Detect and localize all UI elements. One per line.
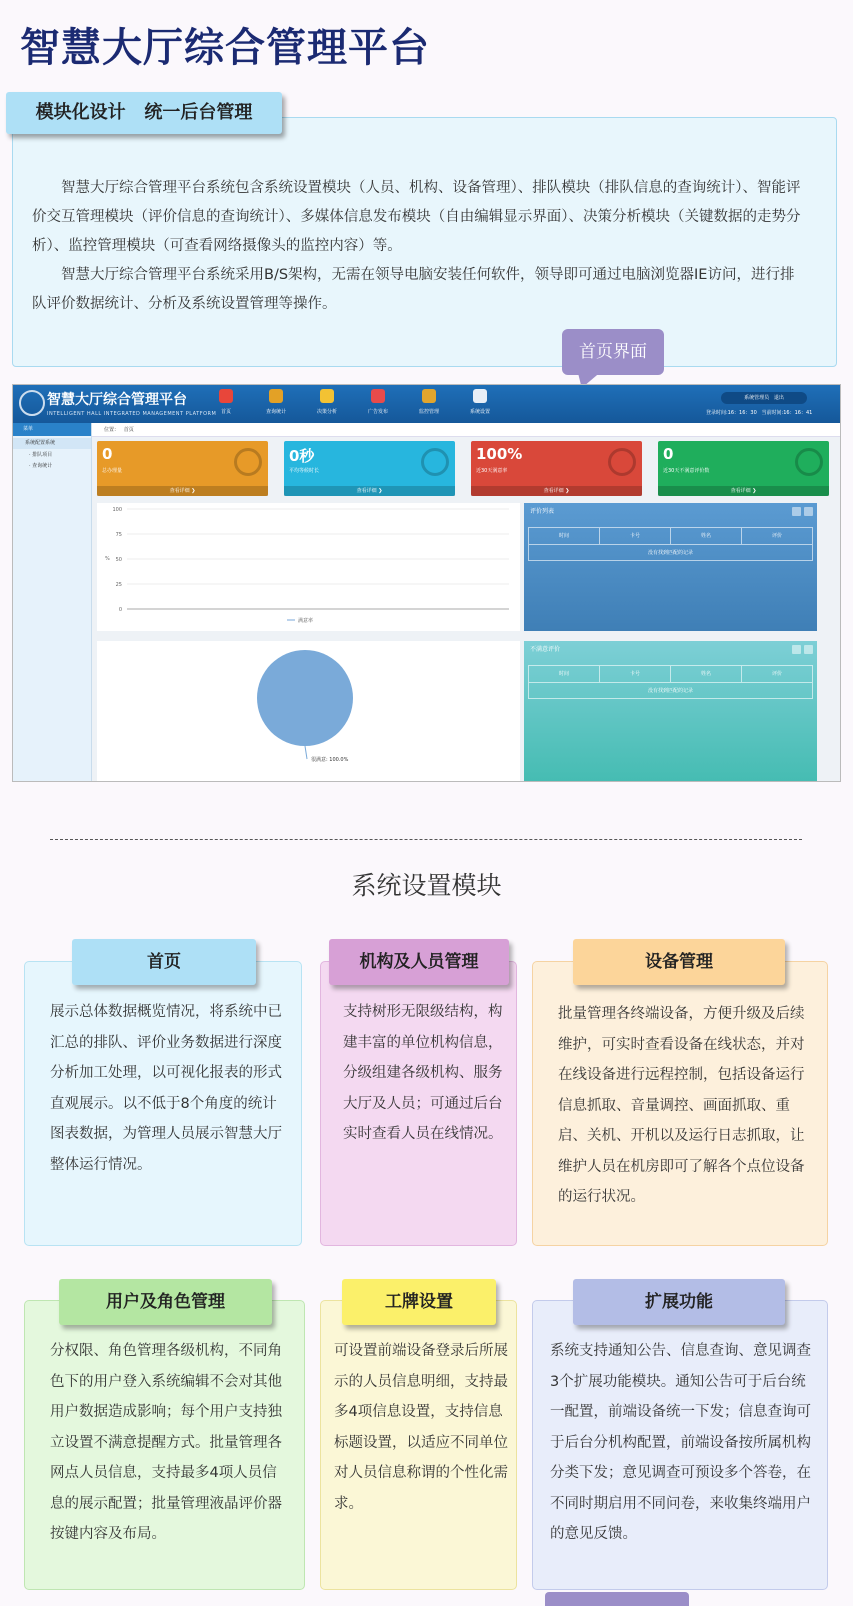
intro-paragraph-1: 智慧大厅综合管理平台系统包含系统设置模块（人员、机构、设备管理）、排队模块（排队信息的查询统计）、智能评价交互管理模块（评价信息的查询统计）、多媒体信息发布模块（自由编辑显示界面）、决策分析模块（关键数据的走势分析）、监控管理模块（可查看网络摄像头的监控内容）等。 (32, 180, 801, 254)
app-logo-icon (19, 390, 45, 416)
stat-value: 0 (663, 445, 674, 463)
card-user-role (24, 1300, 305, 1590)
column-header[interactable]: 评价 (771, 671, 782, 677)
pie-slice-label: 很满意: 100.0% (311, 757, 349, 763)
evaluation-list-panel (524, 503, 817, 631)
homepage-bubble: 首页界面 (562, 329, 664, 375)
line-chart-panel (97, 503, 520, 631)
refresh-icon[interactable] (792, 507, 801, 516)
pie-chart-icon (269, 389, 283, 403)
sidebar-item-config[interactable]: 系统配置系统 (13, 438, 91, 449)
folder-icon (320, 389, 334, 403)
line-chart (97, 503, 520, 631)
card-tag-device: 设备管理 (573, 939, 785, 985)
card-text: 支持树形无限级结构，构建丰富的单位机构信息，分级组建各级机构、服务大厅及人员；可通过后台实时查看人员在线情况。 (343, 1004, 503, 1142)
thumbs-up-icon (608, 448, 636, 476)
page-title: 智慧大厅综合管理平台 (20, 25, 430, 71)
card-text: 展示总体数据概览情况，将系统中已汇总的排队、评价业务数据进行深度分析加工处理，以可视化报表的形式直观展示。以不低于8个角度的统计图表数据，为管理人员展示智慧大厅整体运行情况。 (50, 1004, 282, 1173)
nav-item-0[interactable] (206, 389, 246, 415)
card-text: 可设置前端设备登录后所展示的人员信息明细，支持最多4项信息设置，支持信息标题设置，以适应不同单位对人员信息称谓的个性化需求。 (334, 1343, 508, 1512)
nav-item-2[interactable] (307, 389, 347, 415)
section-divider (50, 839, 802, 840)
panel-title: 不满意评价 (530, 646, 561, 653)
card-tag-org-staff: 机构及人员管理 (329, 939, 509, 985)
card-home (24, 961, 302, 1246)
homepage-screenshot (12, 384, 841, 782)
panel-title: 评价列表 (530, 508, 555, 515)
breadcrumb: 位置： 首页 (92, 423, 841, 437)
sidebar-head[interactable]: 菜单 (13, 423, 91, 436)
card-text: 批量管理各终端设备，方便升级及后续维护，可实时查看设备在线状态，并对在线设备进行远程控制，包括设备运行信息抓取、音量调控、画面抓取、重启、关机、开机以及运行日志抓取，让维护人员在机房即可了解各个点位设备的运行状况。 (558, 1006, 805, 1205)
column-header[interactable]: 评价 (771, 533, 782, 539)
column-header[interactable]: 卡号 (600, 528, 671, 544)
y-tick-label: 75 (115, 532, 122, 538)
sidebar-item-query[interactable]: · 查询统计 (29, 463, 53, 469)
y-tick-label: 25 (115, 582, 122, 588)
app-subtitle: INTELLIGENT HALL INTEGRATED MANAGEMENT PLATFORM (47, 411, 217, 417)
table-empty-message: 没有找到匹配的记录 (647, 688, 693, 694)
card-text: 系统支持通知公告、信息查询、意见调查3个扩展功能模块。通知公告可于后台统一配置，前端设备统一下发；信息查询可于后台分机构配置，前端设备按所属机构分类下发；意见调查可预设多个答卷，在不同时期启用不同问卷，来收集终端用户的意见反馈。 (550, 1343, 811, 1542)
pie-label-leader (305, 746, 307, 759)
column-header[interactable]: 时间 (529, 528, 600, 544)
nav-item-label: 决策分析 (316, 409, 337, 415)
stat-detail-link[interactable]: 查看详细 ❯ (284, 486, 455, 496)
menu-icon[interactable] (804, 645, 813, 654)
card-tag-extension: 扩展功能 (573, 1279, 785, 1325)
nav-item-4[interactable] (409, 389, 449, 415)
nav-item-5[interactable] (460, 389, 500, 415)
refresh-icon[interactable] (792, 645, 801, 654)
unsatisfied-table (528, 665, 813, 699)
star-icon (795, 448, 823, 476)
app-title: 智慧大厅综合管理平台 (47, 392, 187, 408)
stat-value: 0秒 (289, 447, 315, 465)
login-time: 登录时间:16：16：30 当前时间:16：16：41 (706, 410, 813, 416)
nav-item-3[interactable] (358, 389, 398, 415)
stat-value: 100% (476, 445, 523, 463)
stat-detail-link[interactable]: 查看详细 ❯ (471, 486, 642, 496)
pie-slice (257, 650, 353, 746)
check-circle-icon (234, 448, 262, 476)
stat-card-wait (284, 441, 455, 496)
stat-label: 近30天不满意评价数 (663, 468, 710, 474)
section-title: 系统设置模块 (351, 871, 502, 900)
nav-item-1[interactable] (256, 389, 296, 415)
gear-icon (473, 389, 487, 403)
intro-paragraph-2: 智慧大厅综合管理平台系统采用B/S架构，无需在领导电脑安装任何软件，领导即可通过电脑浏览器IE访问，进行排队评价数据统计、分析及系统设置管理等操作。 (32, 267, 795, 312)
stat-label: 近30天满意率 (476, 468, 508, 474)
column-header[interactable]: 时间 (529, 666, 600, 682)
line-chart-ylabel: % (105, 556, 110, 562)
intro-tag: 模块化设计 统一后台管理 (6, 92, 282, 134)
stat-detail-link[interactable]: 查看详细 ❯ (658, 486, 829, 496)
card-tag-home: 首页 (72, 939, 256, 985)
card-extension (532, 1300, 828, 1590)
y-tick-label: 100 (112, 507, 122, 513)
home-icon (219, 389, 233, 403)
column-header[interactable]: 姓名 (671, 528, 742, 544)
card-text: 分权限、角色管理各级机构，不同角色下的用户登入系统编辑不会对其他用户数据造成影响；每个用户支持独立设置不满意提醒方式。批量管理各网点人员信息，支持最多4项人员信息的展示配置；批量管理液晶评价器按键内容及布局。 (50, 1343, 282, 1542)
card-tag-badge: 工牌设置 (342, 1279, 496, 1325)
stat-label: 平均等候时长 (289, 468, 320, 474)
card-badge (320, 1300, 517, 1590)
stat-detail-link[interactable]: 查看详细 ❯ (97, 486, 268, 496)
intro-text (32, 174, 807, 319)
stat-label: 总办理量 (102, 468, 123, 474)
y-tick-label: 50 (115, 557, 122, 563)
pen-icon (371, 389, 385, 403)
card-org-staff (320, 961, 517, 1246)
stat-card-total (97, 441, 268, 496)
evaluation-table (528, 527, 813, 561)
column-header[interactable]: 姓名 (671, 666, 742, 682)
app-sidebar (13, 423, 92, 782)
clock-icon (421, 448, 449, 476)
menu-icon[interactable] (804, 507, 813, 516)
unsatisfied-panel (524, 641, 817, 782)
table-header (529, 666, 812, 683)
next-card-tag (545, 1592, 689, 1606)
nav-item-label: 查询统计 (265, 409, 286, 415)
nav-item-label: 监控管理 (418, 409, 439, 415)
card-device (532, 961, 828, 1246)
camera-icon (422, 389, 436, 403)
table-header (529, 528, 812, 545)
stat-card-satisfaction (471, 441, 642, 496)
pie-chart-panel (97, 641, 520, 782)
card-tag-user-role: 用户及角色管理 (59, 1279, 272, 1325)
stat-value: 0 (102, 445, 113, 463)
y-tick-label: 0 (118, 607, 122, 613)
line-chart-legend: 满意率 (298, 618, 314, 624)
stat-card-unsatisfied (658, 441, 829, 496)
nav-item-label: 首页 (220, 409, 231, 415)
nav-item-label: 系统设置 (469, 409, 490, 415)
nav-item-label: 广告发布 (367, 409, 388, 415)
table-empty-message: 没有找到匹配的记录 (647, 550, 693, 556)
sidebar-item-queue[interactable]: · 排队项目 (29, 452, 53, 458)
column-header[interactable]: 卡号 (600, 666, 671, 682)
pie-chart (97, 641, 520, 782)
user-menu[interactable]: 系统管理员 退出 (721, 392, 807, 404)
